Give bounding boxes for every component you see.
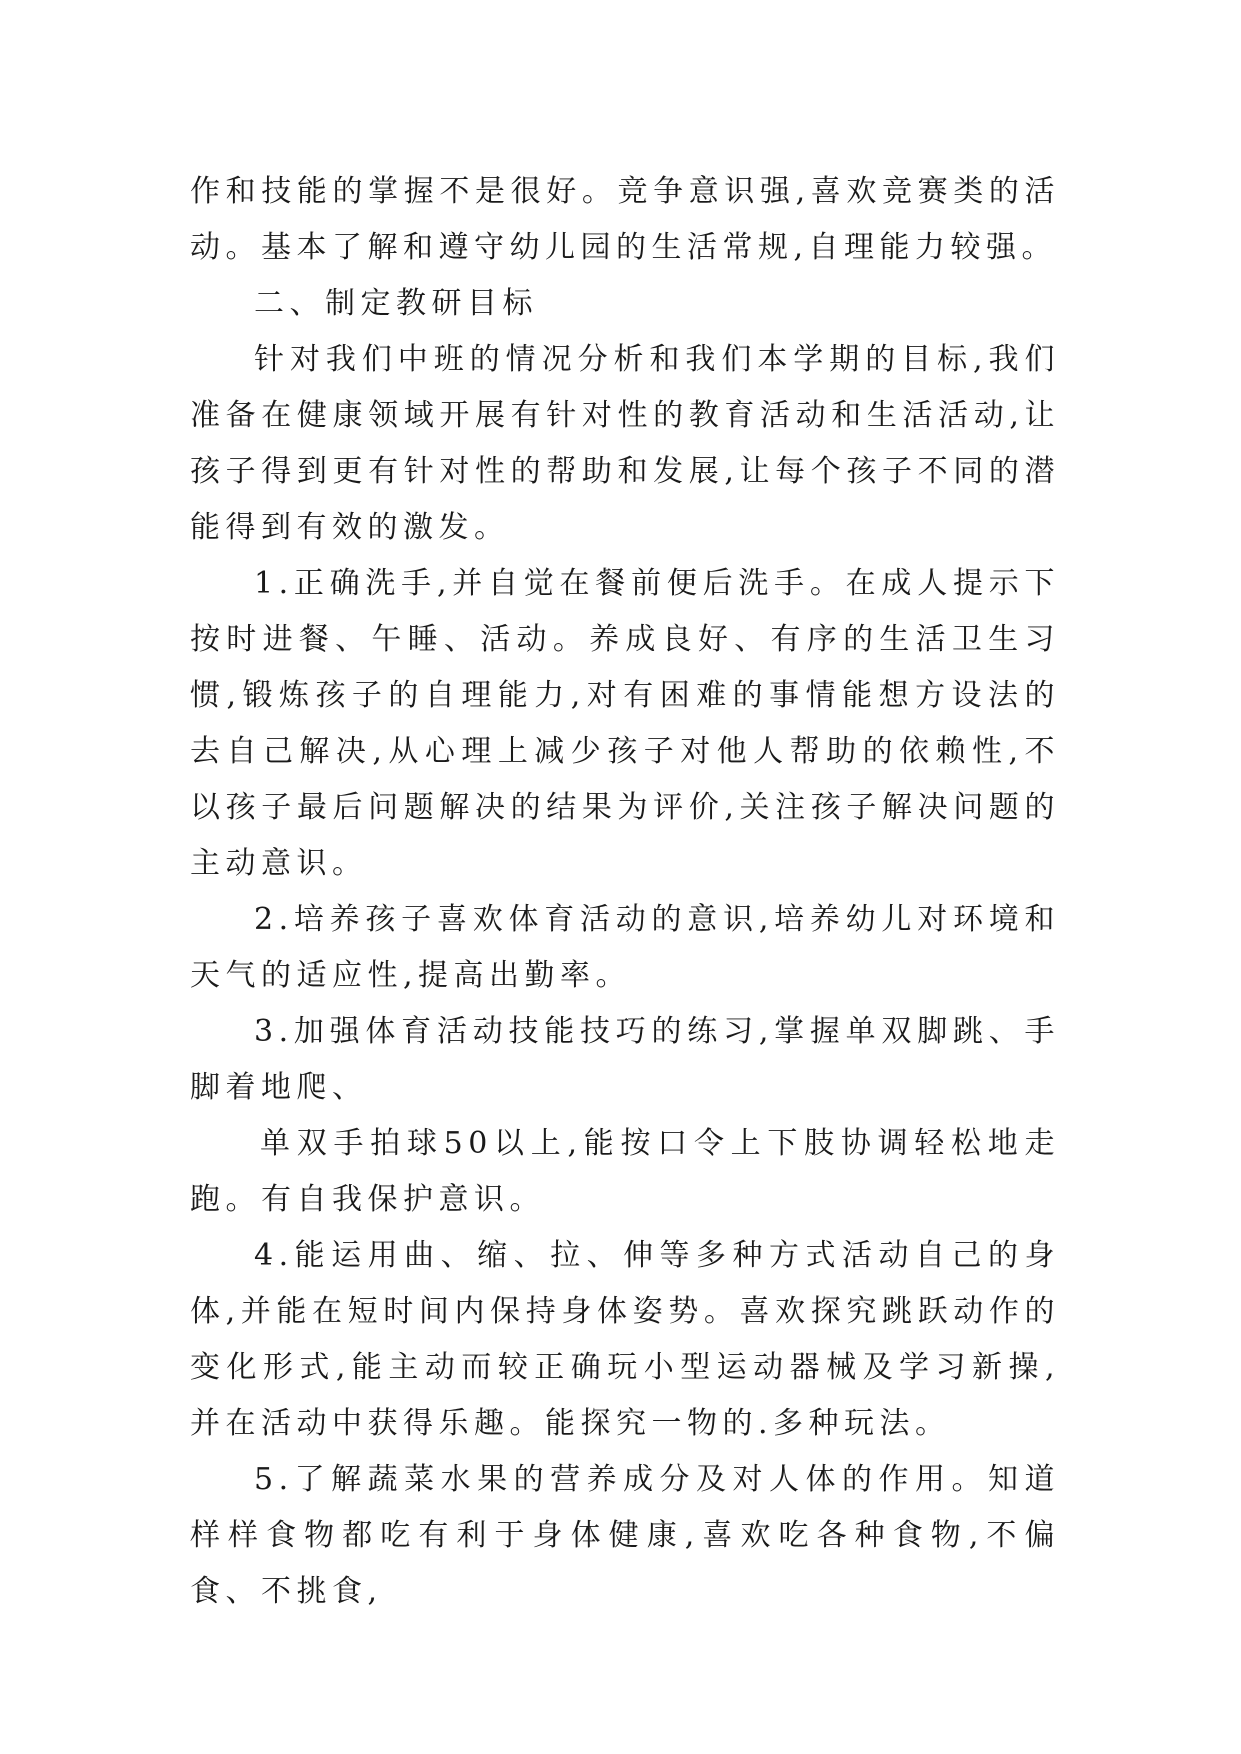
document-body: [190, 164, 1060, 1620]
paragraph-continuation: 作和技能的掌握不是很好。竞争意识强,喜欢竞赛类的活动。基本了解和遵守幼儿园的生活常规,自理能力较强。: [190, 174, 1060, 265]
paragraph-goal-2: 2.培养孩子喜欢体育活动的意识,培养幼儿对环境和天气的适应性,提高出勤率。: [190, 902, 1060, 993]
paragraph-intro: 针对我们中班的情况分析和我们本学期的目标,我们准备在健康领域开展有针对性的教育活动和生活活动,让孩子得到更有针对性的帮助和发展,让每个孩子不同的潜能得到有效的激发。: [190, 342, 1060, 545]
paragraph-goal-5: 5.了解蔬菜水果的营养成分及对人体的作用。知道样样食物都吃有利于身体健康,喜欢吃各种食物,不偏食、不挑食,: [190, 1462, 1060, 1609]
section-heading: 二、制定教研目标: [254, 286, 538, 321]
paragraph-goal-1: 1.正确洗手,并自觉在餐前便后洗手。在成人提示下按时进餐、午睡、活动。养成良好、有序的生活卫生习惯,锻炼孩子的自理能力,对有困难的事情能想方设法的去自己解决,从心理上减少孩子对他人帮助的依赖性,不以孩子最后问题解决的结果为评价,关注孩子解决问题的主动意识。: [190, 566, 1060, 881]
paragraph-goal-3-continued: 单双手拍球50以上,能按口令上下肢协调轻松地走跑。有自我保护意识。: [190, 1126, 1060, 1217]
paragraph-goal-3: 3.加强体育活动技能技巧的练习,掌握单双脚跳、手脚着地爬、: [190, 1014, 1060, 1105]
paragraph-goal-4: 4.能运用曲、缩、拉、伸等多种方式活动自己的身体,并能在短时间内保持身体姿势。喜欢探究跳跃动作的变化形式,能主动而较正确玩小型运动器械及学习新操,并在活动中获得乐趣。能探究一物的.多种玩法。: [190, 1238, 1060, 1441]
